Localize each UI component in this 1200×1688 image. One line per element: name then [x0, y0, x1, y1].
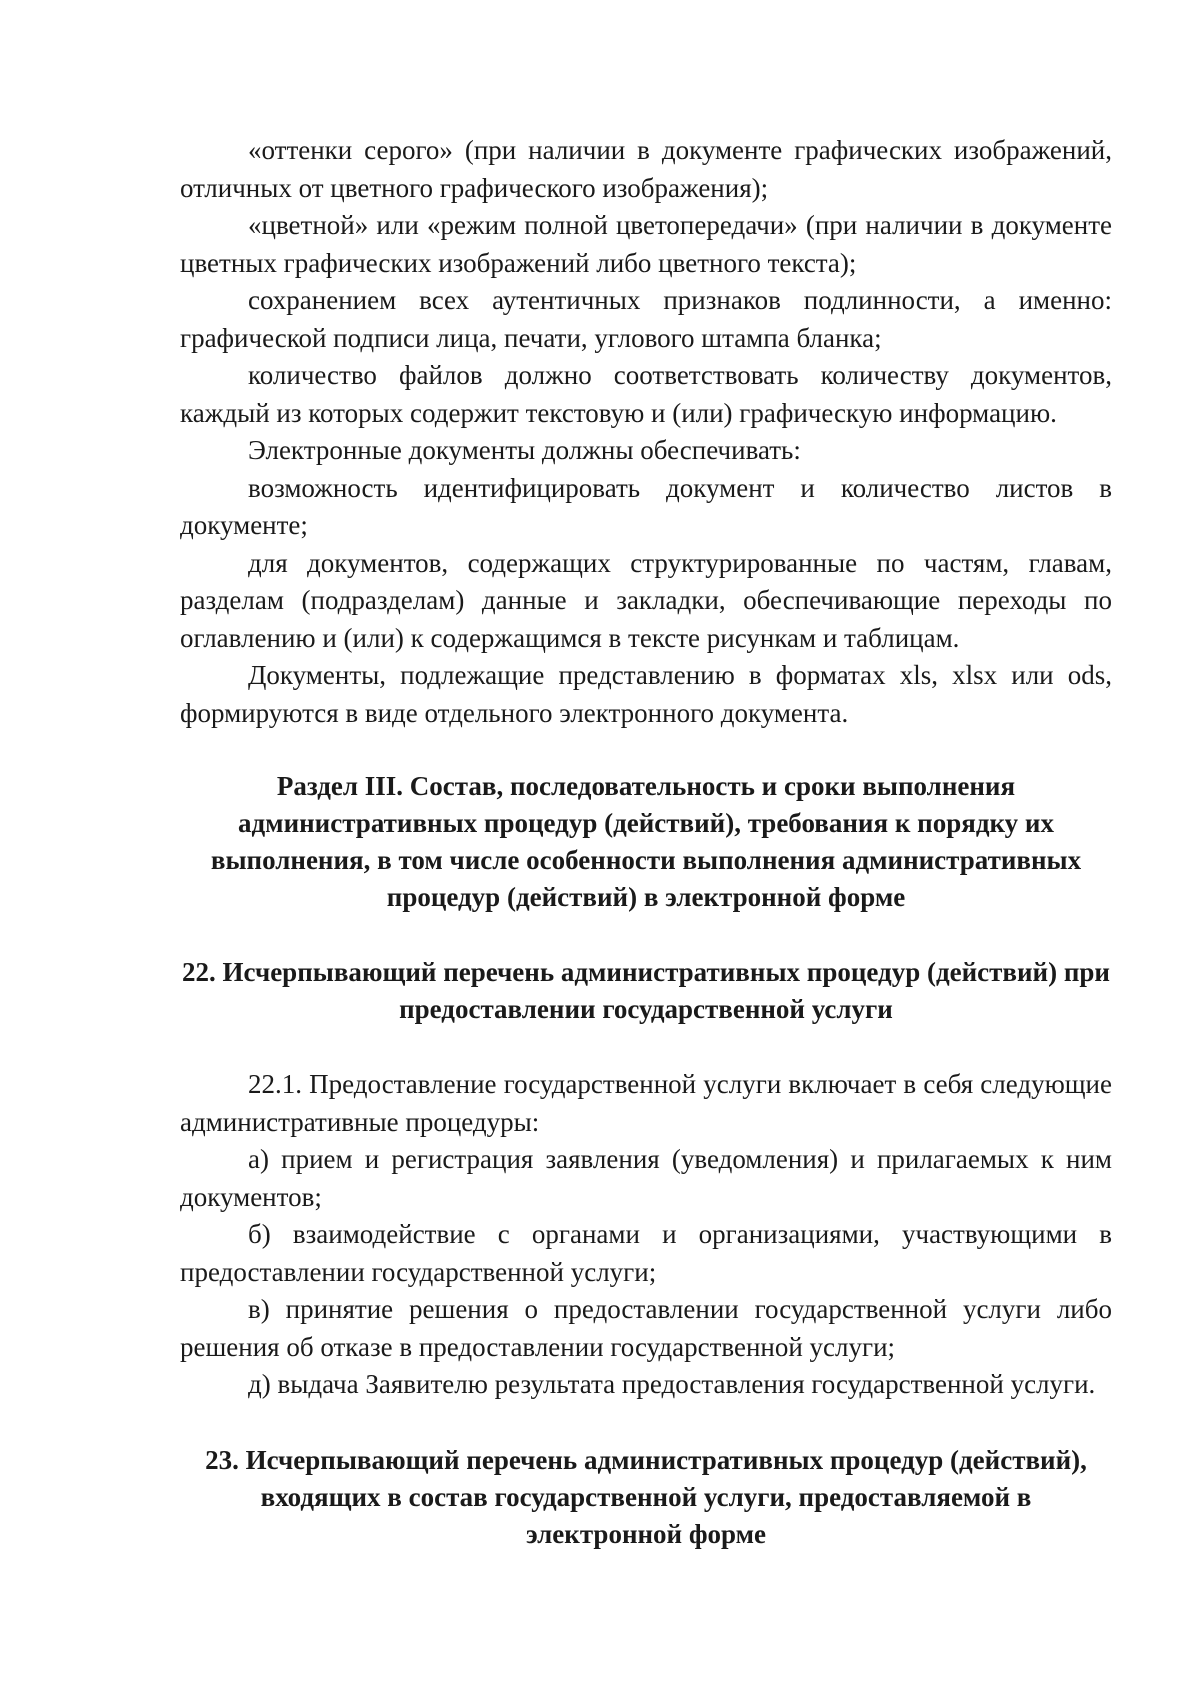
- document-page: [180, 132, 1112, 1553]
- paragraph-identify: возможность идентифицировать документ и количество листов в документе;: [180, 472, 1112, 540]
- paragraph-authenticity: сохранением всех аутентичных признаков подлинности, а именно: графической подписи лица, печати, углового штампа бланка;: [180, 285, 1112, 353]
- paragraph-formats: Документы, подлежащие представлению в форматах xls, xlsx или ods, формируются в виде отдельного электронного документа.: [180, 660, 1112, 728]
- paragraph-22-1: 22.1. Предоставление государственной услуги включает в себя следующие административные процедуры:: [180, 1069, 1112, 1137]
- paragraph-file-count: количество файлов должно соответствовать количеству документов, каждый из которых содержит текстовую и (или) графическую информацию.: [180, 360, 1112, 428]
- list-item-b: б) взаимодействие с органами и организациями, участвующими в предоставлении государственной услуги;: [180, 1219, 1112, 1287]
- section-heading: Раздел III. Состав, последовательность и сроки выполнения административных процедур (действий), требования к порядку их выполнения, в том числе особенности выполнения административных процедур (действий) в электронной форме: [210, 771, 1082, 912]
- paragraph-grayscale: «оттенки серого» (при наличии в документе графических изображений, отличных от цветного графического изображения);: [180, 135, 1112, 203]
- list-item-a: а) прием и регистрация заявления (уведомления) и прилагаемых к ним документов;: [180, 1144, 1112, 1212]
- paragraph-color: «цветной» или «режим полной цветопередачи» (при наличии в документе цветных графических изображений либо цветного текста);: [180, 210, 1112, 278]
- heading-23: 23. Исчерпывающий перечень административных процедур (действий), входящих в состав государственной услуги, предоставляемой в электронной форме: [205, 1444, 1087, 1549]
- list-item-d: д) выдача Заявителю результата предоставления государственной услуги.: [248, 1369, 1096, 1399]
- heading-22: 22. Исчерпывающий перечень административных процедур (действий) при предоставлении государственной услуги: [182, 957, 1110, 1024]
- paragraph-structured: для документов, содержащих структурированные по частям, главам, разделам (подразделам) данные и закладки, обеспечивающие переходы по оглавлению и (или) к содержащимся в тексте рисункам и таблицам.: [180, 547, 1112, 653]
- section-22-body: [180, 1066, 1112, 1404]
- paragraph-electronic-docs: Электронные документы должны обеспечивать:: [248, 435, 801, 465]
- list-item-v: в) принятие решения о предоставлении государственной услуги либо решения об отказе в предоставлении государственной услуги;: [180, 1294, 1112, 1362]
